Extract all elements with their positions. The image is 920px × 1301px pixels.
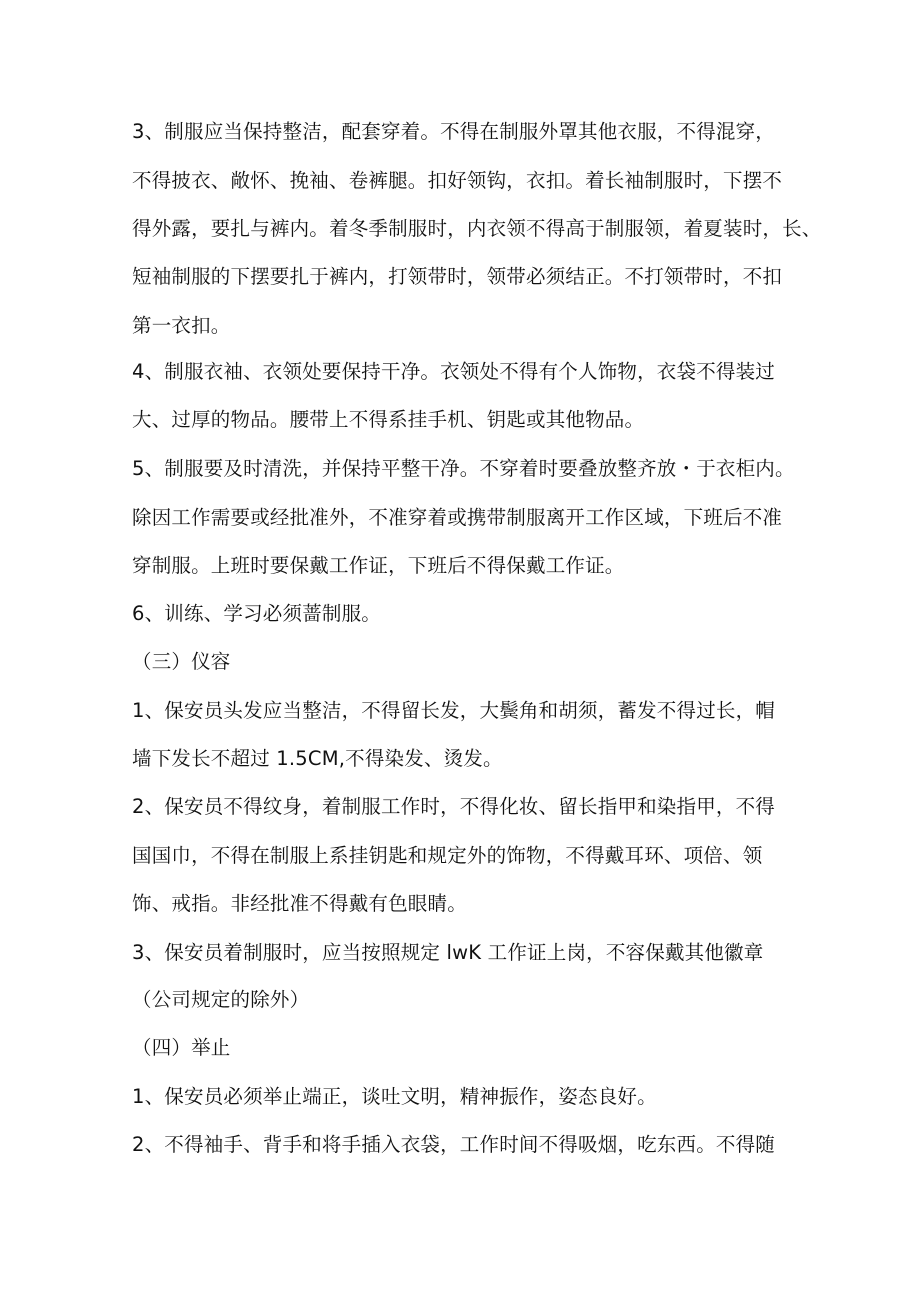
paragraph-line: 除因工作需要或经批准外，不准穿着或携带制服离开工作区域，下班后不准 xyxy=(132,506,783,529)
paragraph-line: 第一衣扣。 xyxy=(132,314,231,337)
paragraph-line: 2、保安员不得纹身，着制服工作时，不得化妆、留长指甲和染指甲，不得 xyxy=(132,795,776,818)
paragraph-line: 得外露，要扎与裤内。着冬季制服时，内衣领不得高于制服领，着夏装时，长、 xyxy=(132,217,822,240)
paragraph-line: 2、不得袖手、背手和将手插入衣袋，工作时间不得吸烟，吃东西。不得随 xyxy=(132,1133,776,1156)
paragraph-line: 6、训练、学习必须蔷制服。 xyxy=(132,602,382,625)
paragraph-line: 1、保安员头发应当整洁，不得留长发，大鬓角和胡须，蓄发不得过长，帽 xyxy=(132,699,776,722)
paragraph-line: 5、制服要及时清洗，并保持平整干净。不穿着时要叠放整齐放・于衣柜内。 xyxy=(132,457,795,480)
paragraph-line: （公司规定的除外） xyxy=(132,988,310,1011)
paragraph-line: 不得披衣、敞怀、挽袖、卷裤腿。扣好领钩，衣扣。着长袖制服时，下摆不 xyxy=(132,169,783,192)
paragraph-line: 大、过厚的物品。腰带上不得系挂手机、钥匙或其他物品。 xyxy=(132,408,645,431)
paragraph-line: 4、制服衣袖、衣领处要保持干净。衣领处不得有个人饰物，衣袋不得装过 xyxy=(132,360,776,383)
section-heading: （四）举止 xyxy=(132,1036,231,1059)
paragraph-line: 1、保安员必须举止端正，谈吐文明，精神振作，姿态良好。 xyxy=(132,1085,657,1108)
paragraph-line: 3、制服应当保持整洁，配套穿着。不得在制服外罩其他衣服，不得混穿， xyxy=(132,120,776,143)
paragraph-line: 穿制服。上班时要保戴工作证，下班后不得保戴工作证。 xyxy=(132,554,625,577)
paragraph-line: 短袖制服的下摆要扎于裤内，打领带时，领带必须结正。不打领带时，不扣 xyxy=(132,265,783,288)
section-heading: （三）仪容 xyxy=(132,650,231,673)
paragraph-line: 墙下发长不超过 1.5CM,不得染发、烫发。 xyxy=(132,747,503,770)
paragraph-line: 饰、戒指。非经批准不得戴有色眼睛。 xyxy=(132,892,467,915)
paragraph-line: 3、保安员着制服时，应当按照规定 lwK 工作证上岗，不容保戴其他徽章 xyxy=(132,941,764,964)
paragraph-line: 国国巾，不得在制服上系挂钥匙和规定外的饰物，不得戴耳环、项倍、领 xyxy=(132,844,763,867)
